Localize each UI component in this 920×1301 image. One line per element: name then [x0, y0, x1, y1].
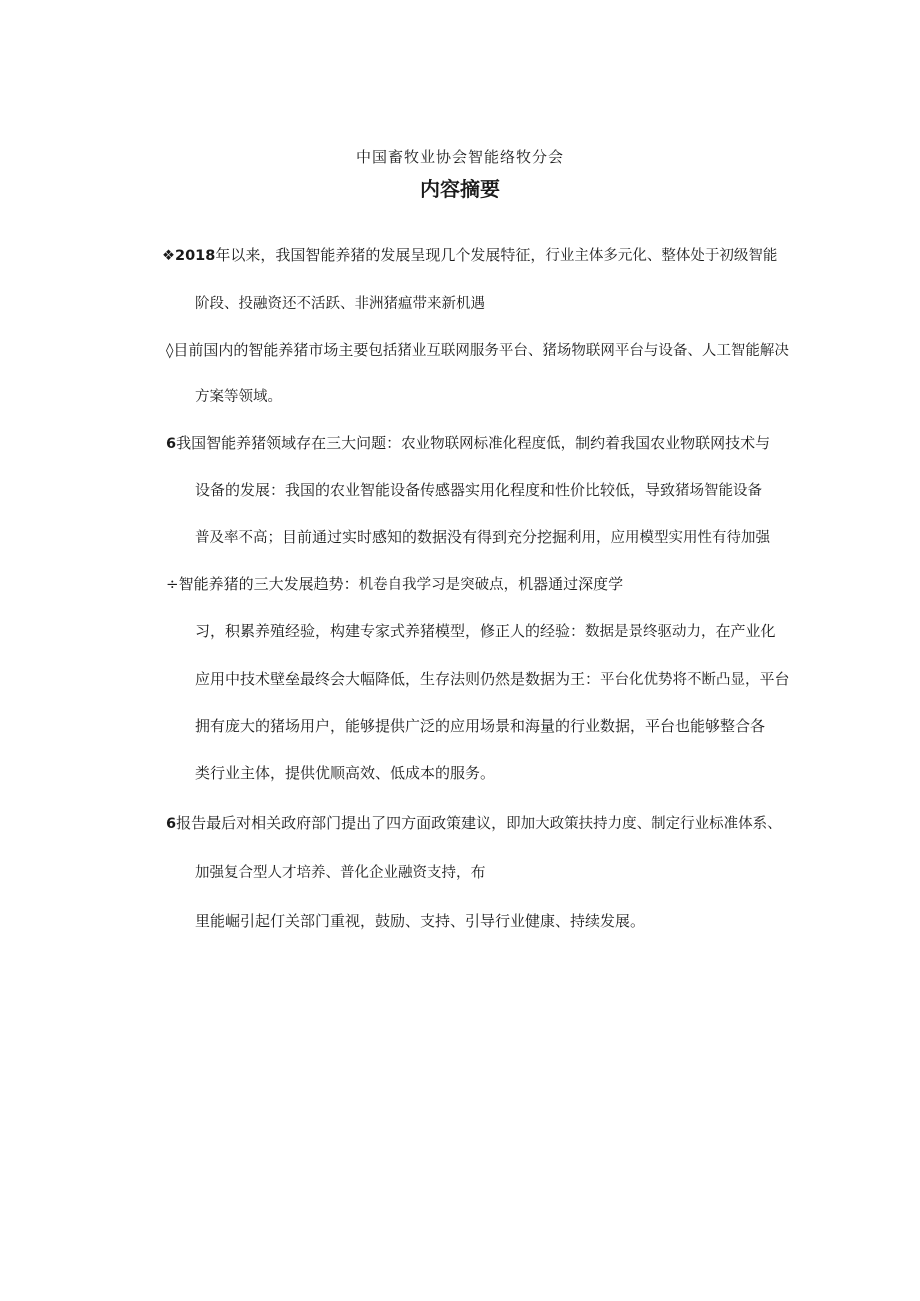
paragraph-3-line-3: 普及率不高；目前通过实时感知的数据没有得到充分挖掘利用，应用模型实用性有待加强 [195, 528, 771, 546]
paragraph-5-line-3: 里能崛引起仃关部门重视，鼓励、支持、引导行业健康、持续发展。 [195, 912, 646, 930]
paragraph-1-line-2: 阶段、投融资还不活跃、非洲猪瘟带来新机遇 [195, 296, 485, 312]
paragraph-4-line-2: 习，积累养殖经验，构建专家式养猪模型，修正人的经验：数据是景终驱动力，在产业化 [195, 622, 776, 640]
paragraph-5-line-2: 加强复合型人才培养、普化企业融资支持，布 [195, 863, 486, 881]
org-name: 中国畜牧业协会智能络牧分会 [355, 148, 564, 166]
paragraph-4-line-1: ÷智能养猪的三大发展趋势：机卷自我学习是突破点，机器通过深度学 [166, 575, 624, 593]
paragraph-4-line-4: 拥有庞大的猪场用户，能够提供广泛的应用场景和海量的行业数据，平台也能够整合各 [195, 717, 766, 735]
paragraph-3-line-2: 设备的发展：我国的农业智能设备传感器实用化程度和性价比较低，导致猪场智能设备 [195, 481, 763, 499]
paragraph-2-line-2: 方案等领域。 [195, 389, 282, 405]
paragraph-5-line-1: 6报告最后对相关政府部门提出了四方面政策建议，即加大政策扶持力度、制定行业标准体系、 [166, 814, 782, 832]
paragraph-4-line-5: 类行业主体，提供优顺高效、低成本的服务。 [195, 764, 496, 782]
paragraph-1-line-1: ❖2018年以来，我国智能养猪的发展呈现几个发展特征，行业主体多元化、整体处于初级智能 [162, 246, 778, 264]
paragraph-4-line-3: 应用中技术壁垒最终会大幅降低，生存法则仍然是数据为王：平台化优势将不断凸显，平台 [195, 670, 790, 688]
document-title: 内容摘要 [420, 177, 500, 201]
paragraph-2-line-1: ◊目前国内的智能养猪市场主要包括猪业互联网服务平台、猪场物联网平台与设备、人工智能解决 [166, 341, 789, 359]
paragraph-3-line-1: 6我国智能养猪领域存在三大问题：农业物联网标准化程度低，制约着我国农业物联网技术与 [166, 434, 771, 452]
